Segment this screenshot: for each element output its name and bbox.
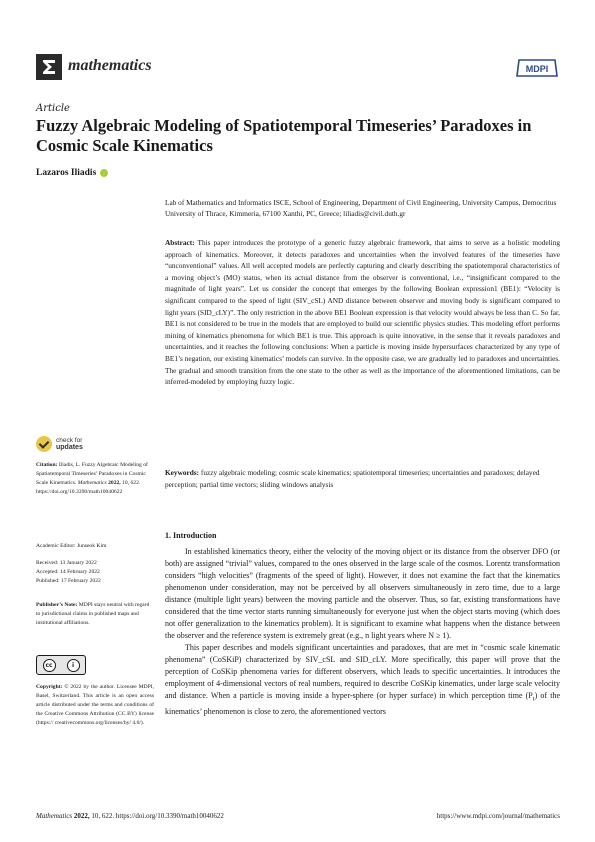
cc-by-license-badge[interactable] <box>36 655 86 675</box>
citation-year: 2022, <box>108 480 121 487</box>
check-line2: updates <box>56 444 83 451</box>
journal-name: mathematics <box>68 57 152 74</box>
publisher-name: MDPI <box>525 64 549 74</box>
keywords-label: Keywords: <box>165 468 200 477</box>
article-title: Fuzzy Algebraic Modeling of Spatiotemporal Timeseries’ Paradoxes in Cosmic Scale Kinematics <box>36 116 532 155</box>
journal-logo <box>36 54 62 80</box>
copyright-text: © 2022 by the author. Licensee MDPI, Basel, Switzerland. This article is an open access article distributed under the terms and conditions of the Creative Commons Attribution (CC BY) license (https:// creativecommons.org/licenses/by/ 4.0/). <box>36 684 154 727</box>
paragraph-text: This paper describes and models significant uncertainties and paradoxes, that are met in “cosmic scale kinematic phenomena” (CoSKiP) characterized by SIV_cSL and SID_cLY. More specifically, this paper will prove that the perception of CoSKip phenomena varies for different observers, which leads to specific uncertainties. It introduces the employment of 4-dimensional vectors of real numbers, required to describe CoSKip kinematics, under large scale velocity and distance. When a particle is moving inside a hyper-sphere (or hyper surface) in which perception time (P <box>165 643 560 700</box>
orcid-icon[interactable] <box>100 169 108 177</box>
citation-text: Iliadis, L. Fuzzy Algebraic Modeling of Spatiotemporal Timeseries’ Paradoxes in Cosmic Scale Kinematics. <box>36 462 148 487</box>
abstract <box>165 237 560 388</box>
abstract-label: Abstract: <box>165 238 195 247</box>
check-for-updates-badge[interactable] <box>36 436 83 452</box>
attribution-icon: i <box>67 659 80 672</box>
publisher-note-text: MDPI stays neutral with regard to jurisdictional claims in published maps and institutional affiliations. <box>36 602 150 627</box>
keywords <box>165 467 560 490</box>
footer-doi[interactable]: 10, 622. https://doi.org/10.3390/math10040622 <box>91 812 224 820</box>
received-date: Received: 13 January 2022 <box>36 560 97 566</box>
mdpi-logo <box>515 58 559 78</box>
sigma-icon <box>36 54 62 80</box>
footer-url[interactable]: https://www.mdpi.com/journal/mathematics <box>436 812 560 820</box>
footer-year: 2022, <box>73 812 90 820</box>
copyright-notice <box>36 683 154 728</box>
citation <box>36 461 154 497</box>
copyright-label: Copyright: <box>36 684 63 690</box>
published-date: Published: 17 February 2022 <box>36 578 101 585</box>
dates <box>36 559 154 586</box>
page-footer <box>36 812 560 820</box>
perception-time-subscript: t <box>532 695 535 703</box>
creative-commons-icon: cc <box>43 659 56 672</box>
paragraph <box>165 642 560 718</box>
publisher-note-label: Publisher’s Note: <box>36 602 78 608</box>
article-type: Article <box>36 103 70 114</box>
abstract-text: This paper introduces the prototype of a generic fuzzy algebraic framework, that aims to serve as a holistic modeling approach of kinematics. Moreover, it detects paradoxes and uncertainties when the involved features of the timeseries have “unconventional” values. All well accepted models are perfectly capturing and clearly describing the spatiotemporal characteristics of a moving object’s (MO) status, when its actual distance from the observer is conventional, i.e., “insignificant compared to the magnitude of light years”. Let us consider the concept that emerges by the following Boolean expression1 (BE1): “Velocity is significant compared to the speed of light (SIV_cSL) AND distance between observer and moving body is significant compared to light years (SID_cLY)”. The only restriction in the above BE1 Boolean expression is that velocity would always be less than C. So far, BE1 is not considered to be true in the models that are employed to build our scientific physics studies. This modeling effort performs mining of kinematics phenomena for which BE1 is true. This approach is quite innovative, in the sense that it reveals paradoxes and uncertainties, and it reaches the following conclusions: When a particle is moving inside hypersurfaces characterized by any type of BE1’s negation, our existing kinematics’ models can survive. In the opposite case, we are gradually led to paradoxes and uncertainties. The gradual and smooth transition from the one state to the other as well as the importance of the aforementioned limitations, can be inferred-modeled by employing fuzzy logic. <box>165 238 560 387</box>
check-line1: check for <box>56 437 83 444</box>
author-name: Lazaros Iliadis <box>36 168 97 178</box>
keywords-text: fuzzy algebraic modeling; cosmic scale kinematics; spatiotemporal timeseries; uncertainties and paradoxes; delayed perception; partial time vectors; sliding windows analysis <box>165 468 540 489</box>
affiliation: Lab of Mathematics and Informatics ISCE, School of Engineering, Department of Civil Engineering, University Campus, Democritus University of Thrace, Kimmeria, 67100 Xanthi, PC, Greece; liliadis@civil.duth.gr <box>165 198 557 218</box>
paragraph: In established kinematics theory, either the velocity of the moving object or its distance from the observer DFO (or both) are assigned “trivial” values, compared to the ones observed in the large scale of the cosmos. Lorentz transformation considers “high velocities” (fragments of the speed of light). However, it does not examine the fact that the kinematics phenomenon under consideration, may not be perceived by all observers simultaneously in zero time, due to a large distance (multiple light years) between the moving particle and the observer. Thus, so far, existing transformations have considered that the time vector starts running simultaneously for everyone just when the object starts moving (which does not offer generalization to the kinematics problem). It is significant to examine what happens when the distance between the observer and the reference system is extremely great (e.g., n light years where N ≥ 1). <box>165 547 560 640</box>
body-text <box>165 546 560 718</box>
citation-label: Citation: <box>36 462 58 468</box>
paragraph-text-end: ) of the kinematics’ phenomenon is close to zero, the aforementioned vectors <box>165 691 560 716</box>
section-heading: 1. Introduction <box>165 531 217 540</box>
accepted-date: Accepted: 14 February 2022 <box>36 569 100 576</box>
citation-rest[interactable]: 10, 622. https://doi.org/10.3390/math10040622 <box>36 480 141 496</box>
academic-editor: Academic Editor: Junseok Kim <box>36 543 107 549</box>
check-icon <box>36 436 52 452</box>
footer-journal: Mathematics <box>36 812 73 820</box>
publisher-note <box>36 601 154 628</box>
footer-citation <box>36 812 224 820</box>
author-line <box>36 168 108 178</box>
check-for-updates-text <box>56 437 83 451</box>
citation-journal: Mathematics <box>77 480 107 487</box>
mdpi-logo-icon <box>515 58 559 78</box>
